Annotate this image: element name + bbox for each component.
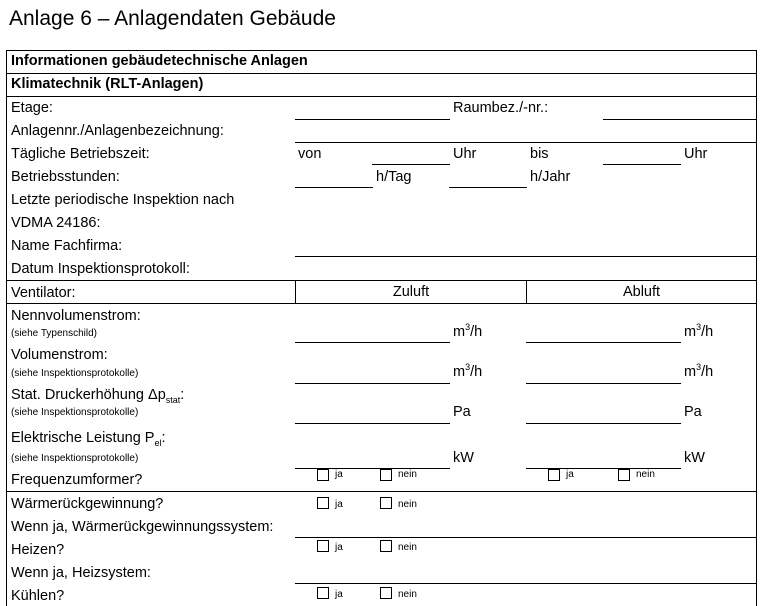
htag-unit: h/Tag [376, 169, 412, 185]
fachfirma-field[interactable] [295, 256, 756, 257]
divider [6, 96, 757, 97]
kuehlen-label: Kühlen? [11, 588, 65, 604]
frequenz-abluft-nein-checkbox[interactable] [618, 469, 630, 481]
volumen-zuluft-field[interactable] [295, 383, 450, 384]
kw-unit: kW [453, 450, 474, 466]
zuluft-header: Zuluft [392, 284, 430, 300]
uhr-label: Uhr [684, 146, 708, 162]
inspektion-label-2: VDMA 24186: [11, 215, 101, 231]
waermerueckgewinnung-label: Wärmerückgewinnung? [11, 496, 164, 512]
divider [6, 303, 757, 304]
checkbox-label: ja [335, 542, 343, 553]
m3h-unit: $m^3/h$ [684, 362, 714, 380]
volumenstrom-label: Volumenstrom: [11, 347, 108, 363]
fachfirma-label: Name Fachfirma: [11, 238, 123, 254]
heizen-ja-checkbox[interactable] [317, 540, 329, 552]
waerme-system-field[interactable] [295, 537, 756, 538]
frequenz-abluft-ja-checkbox[interactable] [548, 469, 560, 481]
bis-field[interactable] [603, 164, 681, 165]
heizsystem-field[interactable] [295, 583, 756, 584]
pa-unit: Pa [684, 404, 702, 420]
betriebsstunden-label: Betriebsstunden: [11, 169, 120, 185]
section-header-info: Informationen gebäudetechnische Anlagen [11, 53, 308, 69]
inspektion-label: Letzte periodische Inspektion nach [11, 192, 235, 208]
waerme-nein-checkbox[interactable] [380, 497, 392, 509]
divider [6, 73, 757, 74]
druckerhoehung-hint: (siehe Inspektionsprotokolle) [11, 407, 139, 418]
leistung-label: Elektrische Leistung $P_{el}$: [11, 430, 166, 448]
checkbox-label: nein [636, 469, 655, 480]
divider [6, 280, 757, 281]
druckerhoehung-label: Stat. Druckerhöhung $\Delta p_{stat}$: [11, 387, 185, 405]
anlagennr-label: Anlagennr./Anlagenbezeichnung: [11, 123, 224, 139]
anlagennr-field[interactable] [295, 142, 756, 143]
frame-left [6, 50, 7, 606]
heizsystem-label: Wenn ja, Heizsystem: [11, 565, 151, 581]
nennvolumenstrom-hint: (siehe Typenschild) [11, 328, 97, 339]
frequenzumformer-label: Frequenzumformer? [11, 472, 143, 488]
kuehlen-ja-checkbox[interactable] [317, 587, 329, 599]
frequenz-zuluft-nein-checkbox[interactable] [380, 469, 392, 481]
von-field[interactable] [372, 164, 450, 165]
nennvolumenstrom-label: Nennvolumenstrom: [11, 308, 141, 324]
section-header-klima: Klimatechnik (RLT-Anlagen) [11, 76, 204, 92]
von-label: von [298, 146, 322, 162]
stunden-jahr-field[interactable] [449, 187, 527, 188]
uhr-label: Uhr [453, 146, 477, 162]
etage-field[interactable] [295, 119, 450, 120]
waerme-ja-checkbox[interactable] [317, 497, 329, 509]
raumbez-label: Raumbez./-nr.: [453, 100, 549, 116]
checkbox-label: ja [335, 499, 343, 510]
checkbox-label: ja [566, 469, 574, 480]
frequenz-zuluft-ja-checkbox[interactable] [317, 469, 329, 481]
frame-right [756, 50, 757, 606]
hjahr-unit: h/Jahr [530, 169, 571, 185]
druck-zuluft-field[interactable] [295, 423, 450, 424]
heizen-nein-checkbox[interactable] [380, 540, 392, 552]
checkbox-label: nein [398, 499, 417, 510]
betriebszeit-label: Tägliche Betriebszeit: [11, 146, 150, 162]
divider [6, 491, 757, 492]
raumbez-field[interactable] [603, 119, 756, 120]
etage-label: Etage: [11, 100, 53, 116]
kuehlen-nein-checkbox[interactable] [380, 587, 392, 599]
bis-label: bis [530, 146, 549, 162]
leistung-hint: (siehe Inspektionsprotokolle) [11, 453, 139, 464]
checkbox-label: ja [335, 589, 343, 600]
waermerueckgewinnungssystem-label: Wenn ja, Wärmerückgewinnungssystem: [11, 519, 274, 535]
page-title: Anlage 6 – Anlagendaten Gebäude [9, 7, 336, 30]
checkbox-label: nein [398, 469, 417, 480]
druck-abluft-field[interactable] [526, 423, 681, 424]
checkbox-label: nein [398, 589, 417, 600]
ventilator-label: Ventilator: [11, 285, 76, 301]
frame-top [6, 50, 757, 51]
checkbox-label: nein [398, 542, 417, 553]
abluft-header: Abluft [622, 284, 661, 300]
m3h-unit: $m^3/h$ [453, 362, 483, 380]
m3h-unit: $m^3/h$ [684, 322, 714, 340]
pa-unit: Pa [453, 404, 471, 420]
stunden-tag-field[interactable] [295, 187, 373, 188]
volumen-abluft-field[interactable] [526, 383, 681, 384]
kw-unit: kW [684, 450, 705, 466]
nenn-abluft-field[interactable] [526, 342, 681, 343]
checkbox-label: ja [335, 469, 343, 480]
datum-label: Datum Inspektionsprotokoll: [11, 261, 190, 277]
m3h-unit: $m^3/h$ [453, 322, 483, 340]
nenn-zuluft-field[interactable] [295, 342, 450, 343]
heizen-label: Heizen? [11, 542, 65, 558]
volumenstrom-hint: (siehe Inspektionsprotokolle) [11, 368, 139, 379]
